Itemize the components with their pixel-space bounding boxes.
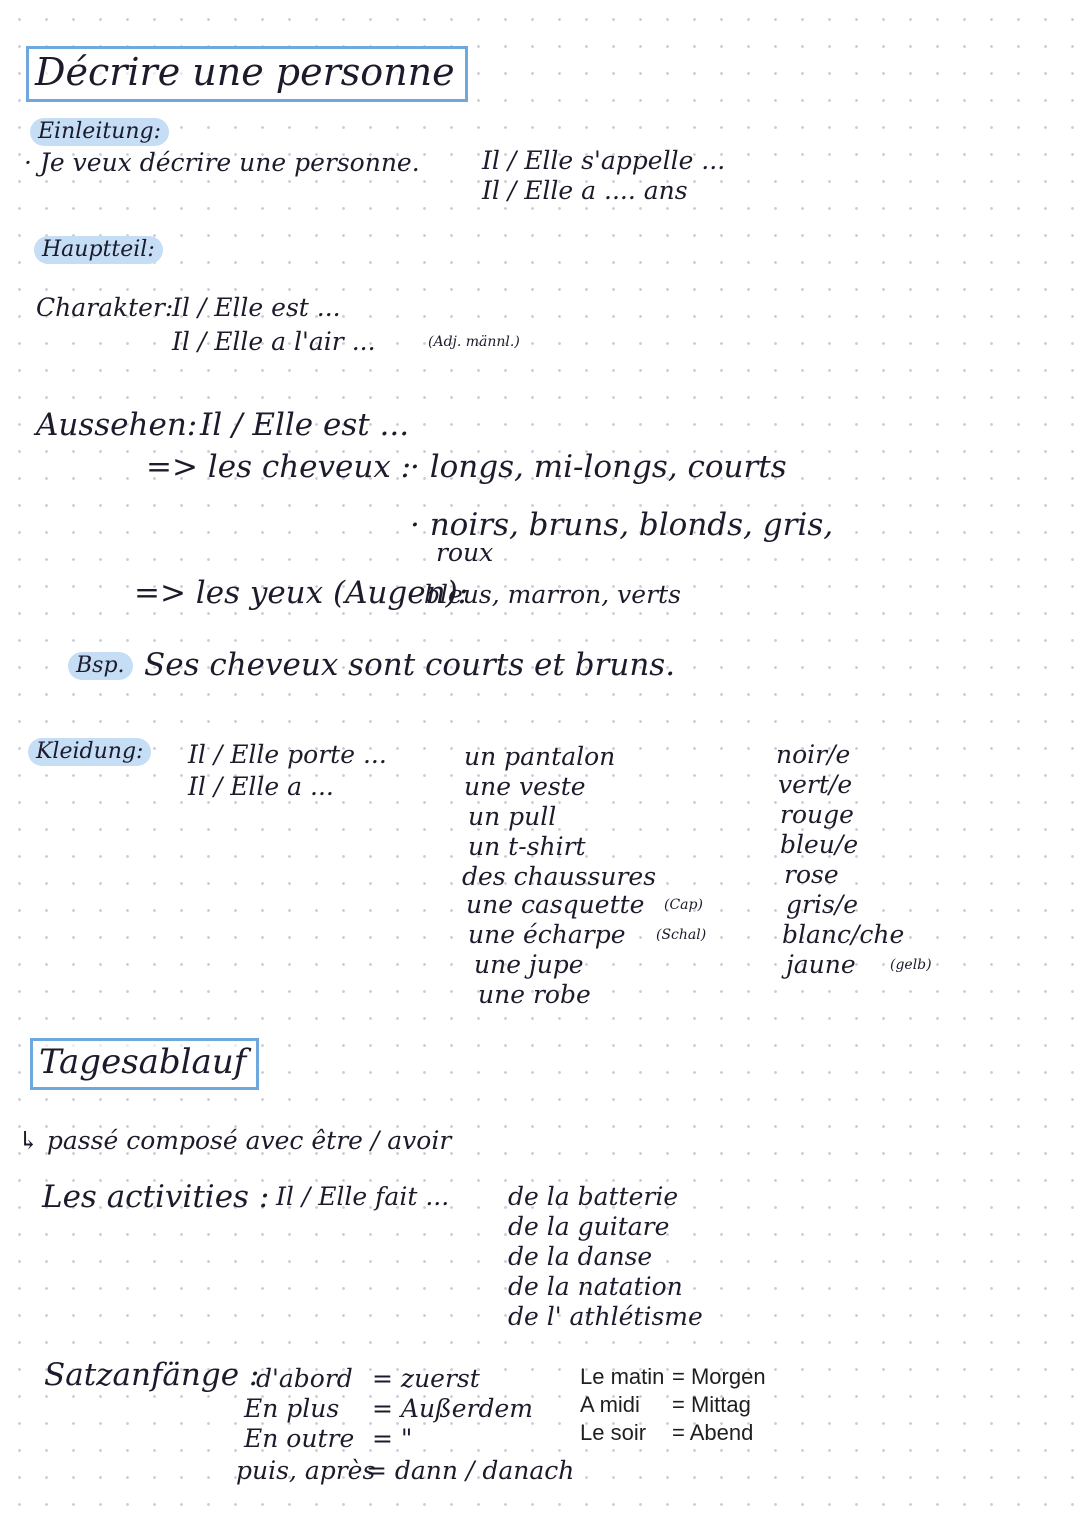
heading-hauptteil: Hauptteil: xyxy=(34,236,163,264)
heading-kleidung: Kleidung: xyxy=(28,738,151,766)
activity-item: de la danse xyxy=(508,1242,653,1271)
clothing-item: une veste xyxy=(464,772,586,801)
color-item: jaune xyxy=(786,950,856,979)
kleidung-verb2: Il / Elle a ... xyxy=(188,772,334,801)
clothing-item: une casquette xyxy=(466,890,645,919)
time-fr: A midi xyxy=(580,1392,640,1417)
eyes-label: => les yeux (Augen): xyxy=(134,575,469,611)
charakter-line2: Il / Elle a l'air ... xyxy=(172,327,376,356)
eyes-colors: bleus, marron, verts xyxy=(424,580,681,609)
aussehen-line1: Il / Elle est ... xyxy=(200,407,410,443)
einleitung-name: Il / Elle s'appelle ... xyxy=(482,146,726,175)
charakter-label: Charakter: xyxy=(36,293,174,322)
clothing-note-schal: (Schal) xyxy=(656,927,707,943)
activity-item: de la batterie xyxy=(508,1182,679,1211)
color-item: rose xyxy=(784,860,839,889)
charakter-note: (Adj. männl.) xyxy=(428,334,520,350)
phrase-fr: puis, après xyxy=(236,1456,376,1485)
color-item: rouge xyxy=(780,800,854,829)
color-item: gris/e xyxy=(786,890,858,919)
time-de: = Abend xyxy=(672,1420,754,1445)
charakter-line1: Il / Elle est ... xyxy=(172,293,341,322)
hair-label: => les cheveux : xyxy=(146,449,412,485)
color-item: bleu/e xyxy=(780,830,859,859)
phrase-fr: En outre xyxy=(244,1424,355,1453)
passe-compose-line: ↳ passé composé avec être / avoir xyxy=(18,1126,452,1155)
phrase-fr: En plus xyxy=(244,1394,340,1423)
clothing-item: un pantalon xyxy=(464,742,616,771)
section-title-decrire: Décrire une personne xyxy=(26,46,468,102)
clothing-item: une jupe xyxy=(474,950,584,979)
color-note: (gelb) xyxy=(890,957,932,973)
hair-colors: · noirs, bruns, blonds, gris, xyxy=(410,507,834,543)
hair-length: · longs, mi-longs, courts xyxy=(410,449,787,485)
phrase-fr: d'abord xyxy=(256,1364,353,1393)
activity-item: de la guitare xyxy=(508,1212,670,1241)
section-title-tagesablauf: Tagesablauf xyxy=(30,1038,259,1090)
time-de: = Morgen xyxy=(672,1364,766,1389)
clothing-note-cap: (Cap) xyxy=(664,897,703,913)
einleitung-age: Il / Elle a .... ans xyxy=(482,176,688,205)
activity-item: de la natation xyxy=(508,1272,683,1301)
kleidung-verb1: Il / Elle porte ... xyxy=(188,740,387,769)
clothing-item: un t-shirt xyxy=(468,832,586,861)
clothing-item: une robe xyxy=(478,980,591,1009)
phrase-de: = zuerst xyxy=(372,1364,480,1393)
color-item: noir/e xyxy=(776,740,851,769)
activities-verb: Il / Elle fait ... xyxy=(276,1182,450,1211)
heading-einleitung: Einleitung: xyxy=(30,118,169,146)
activities-label: Les activities : xyxy=(42,1179,270,1215)
example-label: Bsp. xyxy=(68,652,133,680)
clothing-item: une écharpe xyxy=(468,920,626,949)
time-fr: Le soir xyxy=(580,1420,647,1445)
phrase-de: = " xyxy=(372,1424,413,1453)
time-fr: Le matin xyxy=(580,1364,665,1389)
satzanfaenge-label: Satzanfänge : xyxy=(44,1357,260,1393)
color-item: blanc/che xyxy=(782,920,905,949)
einleitung-line: · Je veux décrire une personne. xyxy=(24,148,420,177)
phrase-de: = Außerdem xyxy=(372,1394,533,1423)
activity-item: de l' athlétisme xyxy=(508,1302,703,1331)
phrase-de: = dann / danach xyxy=(366,1456,575,1485)
time-de: = Mittag xyxy=(672,1392,751,1417)
hair-colors-2: roux xyxy=(436,538,494,567)
clothing-item: un pull xyxy=(468,802,557,831)
aussehen-label: Aussehen: xyxy=(36,407,198,443)
color-item: vert/e xyxy=(778,770,853,799)
clothing-item: des chaussures xyxy=(462,862,657,891)
example-text: Ses cheveux sont courts et bruns. xyxy=(144,647,676,683)
